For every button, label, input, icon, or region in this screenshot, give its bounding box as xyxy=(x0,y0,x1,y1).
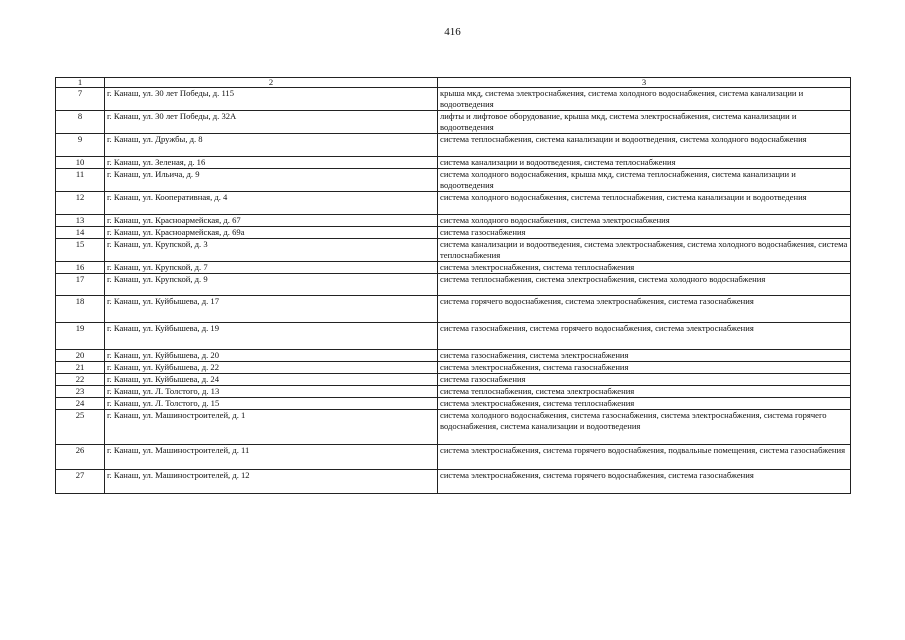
table-row xyxy=(56,215,851,227)
row-address: г. Канаш, ул. Куйбышева, д. 24 xyxy=(105,374,438,386)
row-systems: система газоснабжения xyxy=(438,227,851,239)
table-row xyxy=(56,134,851,157)
row-address: г. Канаш, ул. Л. Толстого, д. 13 xyxy=(105,386,438,398)
row-systems: система теплоснабжения, система электроснабжения, система холодного водоснабжения xyxy=(438,274,851,296)
table-row xyxy=(56,227,851,239)
row-systems: система холодного водоснабжения, система газоснабжения, система электроснабжения, система горячего водоснабжения, система канализации и водоотведения xyxy=(438,410,851,445)
table-row xyxy=(56,323,851,350)
header-col-3: 3 xyxy=(438,78,851,88)
row-number: 7 xyxy=(56,88,105,111)
row-systems: система канализации и водоотведения, система электроснабжения, система холодного водоснабжения, система теплоснабжения xyxy=(438,239,851,262)
table-row xyxy=(56,374,851,386)
row-address: г. Канаш, ул. Ильича, д. 9 xyxy=(105,169,438,192)
row-address: г. Канаш, ул. Красноармейская, д. 69а xyxy=(105,227,438,239)
row-address: г. Канаш, ул. Зеленая, д. 16 xyxy=(105,157,438,169)
row-systems: крыша мкд, система электроснабжения, система холодного водоснабжения, система канализации и водоотведения xyxy=(438,88,851,111)
row-systems: система газоснабжения, система горячего водоснабжения, система электроснабжения xyxy=(438,323,851,350)
row-address: г. Канаш, ул. Красноармейская, д. 67 xyxy=(105,215,438,227)
row-number: 9 xyxy=(56,134,105,157)
row-systems: система электроснабжения, система газоснабжения xyxy=(438,362,851,374)
header-col-2: 2 xyxy=(105,78,438,88)
row-systems: система теплоснабжения, система канализации и водоотведения, система холодного водоснабжения xyxy=(438,134,851,157)
row-number: 26 xyxy=(56,445,105,470)
table-row xyxy=(56,88,851,111)
row-address: г. Канаш, ул. Л. Толстого, д. 15 xyxy=(105,398,438,410)
row-number: 25 xyxy=(56,410,105,445)
row-address: г. Канаш, ул. 30 лет Победы, д. 115 xyxy=(105,88,438,111)
table-row xyxy=(56,362,851,374)
row-address: г. Канаш, ул. 30 лет Победы, д. 32А xyxy=(105,111,438,134)
row-address: г. Канаш, ул. Куйбышева, д. 22 xyxy=(105,362,438,374)
row-number: 21 xyxy=(56,362,105,374)
row-number: 16 xyxy=(56,262,105,274)
registry-table xyxy=(55,77,851,494)
row-address: г. Канаш, ул. Дружбы, д. 8 xyxy=(105,134,438,157)
row-systems: система газоснабжения, система электроснабжения xyxy=(438,350,851,362)
row-systems: система электроснабжения, система горячего водоснабжения, подвальные помещения, система газоснабжения xyxy=(438,445,851,470)
row-number: 15 xyxy=(56,239,105,262)
row-address: г. Канаш, ул. Крупской, д. 3 xyxy=(105,239,438,262)
row-address: г. Канаш, ул. Машиностроителей, д. 11 xyxy=(105,445,438,470)
row-address: г. Канаш, ул. Куйбышева, д. 17 xyxy=(105,296,438,323)
row-address: г. Канаш, ул. Крупской, д. 9 xyxy=(105,274,438,296)
row-number: 19 xyxy=(56,323,105,350)
table-row xyxy=(56,157,851,169)
row-address: г. Канаш, ул. Куйбышева, д. 19 xyxy=(105,323,438,350)
table-row xyxy=(56,470,851,494)
row-number: 14 xyxy=(56,227,105,239)
row-number: 20 xyxy=(56,350,105,362)
row-systems: лифты и лифтовое оборудование, крыша мкд, система электроснабжения, система канализации и водоотведения xyxy=(438,111,851,134)
row-number: 18 xyxy=(56,296,105,323)
table-row xyxy=(56,239,851,262)
table-row xyxy=(56,169,851,192)
row-systems: система холодного водоснабжения, система электроснабжения xyxy=(438,215,851,227)
table-row xyxy=(56,398,851,410)
row-systems: система холодного водоснабжения, система теплоснабжения, система канализации и водоотведения xyxy=(438,192,851,215)
row-number: 17 xyxy=(56,274,105,296)
row-systems: система холодного водоснабжения, крыша мкд, система теплоснабжения, система канализации и водоотведения xyxy=(438,169,851,192)
table-row xyxy=(56,445,851,470)
table-row xyxy=(56,274,851,296)
row-number: 13 xyxy=(56,215,105,227)
row-address: г. Канаш, ул. Машиностроителей, д. 1 xyxy=(105,410,438,445)
row-number: 10 xyxy=(56,157,105,169)
row-number: 11 xyxy=(56,169,105,192)
row-systems: система канализации и водоотведения, система теплоснабжения xyxy=(438,157,851,169)
table-row xyxy=(56,386,851,398)
row-number: 27 xyxy=(56,470,105,494)
registry-table-body xyxy=(56,78,851,494)
header-col-1: 1 xyxy=(56,78,105,88)
row-number: 22 xyxy=(56,374,105,386)
row-systems: система горячего водоснабжения, система электроснабжения, система газоснабжения xyxy=(438,296,851,323)
page-number: 416 xyxy=(444,26,461,38)
row-address: г. Канаш, ул. Крупской, д. 7 xyxy=(105,262,438,274)
row-address: г. Канаш, ул. Кооперативная, д. 4 xyxy=(105,192,438,215)
table-row xyxy=(56,192,851,215)
row-address: г. Канаш, ул. Машиностроителей, д. 12 xyxy=(105,470,438,494)
table-header-row xyxy=(56,78,851,88)
table-row xyxy=(56,350,851,362)
row-number: 23 xyxy=(56,386,105,398)
table-row xyxy=(56,410,851,445)
row-address: г. Канаш, ул. Куйбышева, д. 20 xyxy=(105,350,438,362)
table-row xyxy=(56,296,851,323)
row-systems: система газоснабжения xyxy=(438,374,851,386)
row-systems: система электроснабжения, система горячего водоснабжения, система газоснабжения xyxy=(438,470,851,494)
row-systems: система теплоснабжения, система электроснабжения xyxy=(438,386,851,398)
table-row xyxy=(56,262,851,274)
row-systems: система электроснабжения, система теплоснабжения xyxy=(438,398,851,410)
row-systems: система электроснабжения, система теплоснабжения xyxy=(438,262,851,274)
row-number: 24 xyxy=(56,398,105,410)
row-number: 8 xyxy=(56,111,105,134)
table-row xyxy=(56,111,851,134)
row-number: 12 xyxy=(56,192,105,215)
